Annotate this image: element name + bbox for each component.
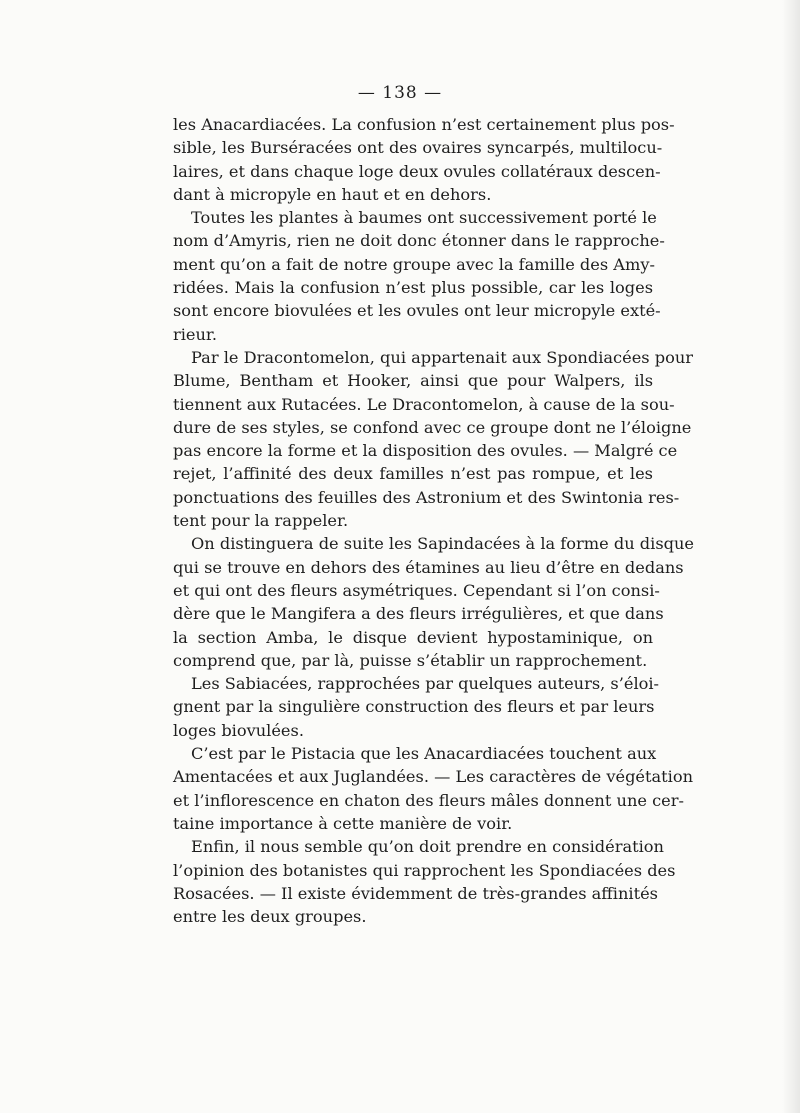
text-line: qui se trouve en dehors des étamines au lieu d’être en dedans bbox=[173, 557, 684, 577]
page-number: — 138 — bbox=[357, 83, 443, 103]
text-line: taine importance à cette manière de voir. bbox=[173, 813, 513, 833]
paragraph-4 bbox=[173, 532, 694, 672]
text-line: Par le Dracontomelon, qui appartenait aux Spondiacées pour bbox=[191, 347, 694, 367]
text-line: Toutes les plantes à baumes ont successivement porté le bbox=[191, 208, 657, 228]
text-line: comprend que, par là, puisse s’établir un rapprochement. bbox=[173, 650, 648, 670]
text-line: tent pour la rappeler. bbox=[173, 511, 349, 531]
text-line: rieur. bbox=[173, 324, 218, 344]
text-line: tiennent aux Rutacées. Le Dracontomelon, à cause de la sou- bbox=[173, 394, 675, 414]
text-line: laires, et dans chaque loge deux ovules collatéraux descen- bbox=[173, 161, 661, 181]
text-line: l’opinion des botanistes qui rapprochent les Spondiacées des bbox=[173, 860, 676, 880]
paragraph-5 bbox=[173, 672, 660, 742]
text-line: rejet, l’affinité des deux familles n’est pas rompue, et les bbox=[173, 464, 653, 484]
paragraph-1 bbox=[173, 113, 675, 206]
text-line: la section Amba, le disque devient hypostaminique, on bbox=[173, 627, 653, 647]
text-line: loges biovulées. bbox=[173, 720, 304, 740]
text-line: gnent par la singulière construction des fleurs et par leurs bbox=[173, 697, 655, 717]
paragraph-2 bbox=[173, 206, 665, 346]
text-line: Enfin, il nous semble qu’on doit prendre en considération bbox=[191, 837, 664, 857]
body-text bbox=[173, 113, 694, 928]
text-line: ment qu’on a fait de notre groupe avec la famille des Amy- bbox=[173, 254, 655, 274]
text-line: entre les deux groupes. bbox=[173, 907, 367, 927]
text-line: On distinguera de suite les Sapindacées à la forme du disque bbox=[191, 534, 694, 554]
text-line: dère que le Mangifera a des fleurs irrégulières, et que dans bbox=[173, 604, 664, 624]
paragraph-7 bbox=[173, 835, 676, 928]
text-line: et l’inflorescence en chaton des fleurs mâles donnent une cer- bbox=[173, 790, 684, 810]
text-line: nom d’Amyris, rien ne doit donc étonner dans le rapproche- bbox=[173, 231, 665, 251]
text-line: dant à micropyle en haut et en dehors. bbox=[173, 184, 492, 204]
text-line: Les Sabiacées, rapprochées par quelques auteurs, s’éloi- bbox=[191, 674, 660, 694]
paragraph-3 bbox=[173, 346, 694, 532]
text-line: sont encore biovulées et les ovules ont leur micropyle exté- bbox=[173, 301, 661, 321]
text-line: les Anacardiacées. La confusion n’est certainement plus pos- bbox=[173, 115, 675, 134]
page-edge-shadow bbox=[782, 0, 800, 1113]
text-line: Amentacées et aux Juglandées. — Les caractères de végétation bbox=[173, 767, 694, 787]
text-line: pas encore la forme et la disposition des ovules. — Malgré ce bbox=[173, 441, 678, 461]
paragraph-6 bbox=[173, 742, 694, 835]
text-line: C’est par le Pistacia que les Anacardiacées touchent aux bbox=[191, 744, 657, 764]
text-line: et qui ont des fleurs asymétriques. Cependant si l’on consi- bbox=[173, 580, 660, 600]
text-line: dure de ses styles, se confond avec ce groupe dont ne l’éloigne bbox=[173, 417, 692, 437]
text-line: Rosacées. — Il existe évidemment de très-grandes affinités bbox=[173, 883, 658, 903]
text-line: ridées. Mais la confusion n’est plus possible, car les loges bbox=[173, 278, 653, 298]
text-line: Blume, Bentham et Hooker, ainsi que pour Walpers, ils bbox=[173, 371, 653, 391]
text-line: ponctuations des feuilles des Astronium et des Swintonia res- bbox=[173, 487, 680, 507]
text-line: sible, les Burséracées ont des ovaires syncarpés, multilocu- bbox=[173, 138, 663, 158]
